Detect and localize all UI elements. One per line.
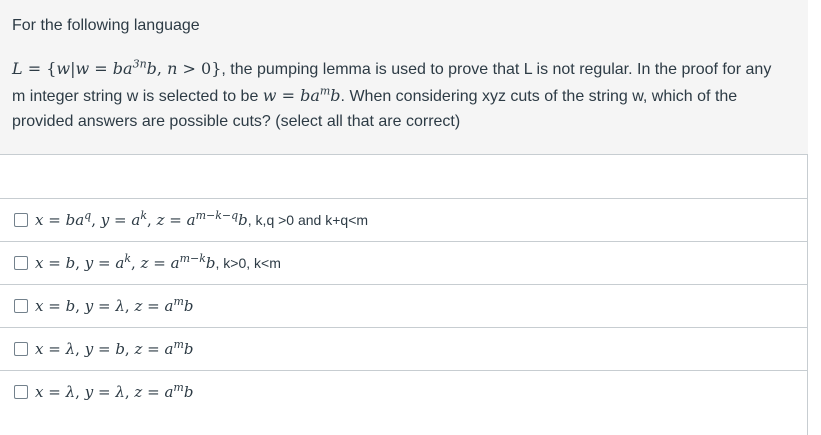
answer-option-2[interactable] [0, 241, 808, 284]
w-definition: $w = ba^mb$ [262, 84, 341, 105]
answer-option-3[interactable] [0, 284, 808, 327]
answer-checkbox-1[interactable] [14, 213, 28, 227]
answer-option-5[interactable] [0, 370, 808, 413]
language-definition: $L = \{w|w = ba^{3n}b$, n > 0} [12, 57, 222, 78]
answer-checkbox-3[interactable] [14, 299, 28, 313]
answer-tail-2: , k>0, k<m [215, 255, 281, 271]
answer-label-3: x = b, y = λ, $z = a^mb$ [35, 295, 194, 315]
answer-option-4[interactable] [0, 327, 808, 370]
answer-list [0, 198, 808, 413]
answer-tail-1: , k,q >0 and k+q<m [247, 212, 369, 228]
answer-checkbox-2[interactable] [14, 256, 28, 270]
answer-option-1[interactable] [0, 198, 808, 241]
question-text-part2: . When considering xyz cuts of the string w, which of the provided answers are possible cuts? (select all that are correct) [12, 87, 738, 130]
answer-label-2: x = b, $y = a^k$, $z = a^{m-k}b$, k>0, k<m [35, 252, 281, 272]
answer-label-1: $x = ba^q$, $y = a^k$, $z = a^{m-k-q}b$, k,q >0 and k+q<m [35, 209, 369, 229]
question-intro: For the following language [12, 17, 200, 34]
question-header [0, 0, 808, 155]
answer-label-4: x = λ, y = b, $z = a^mb$ [35, 338, 194, 358]
question-text [12, 56, 782, 135]
answer-label-5: x = λ, y = λ, $z = a^mb$ [35, 381, 194, 401]
question-text-part1: , the pumping lemma is used to prove that L is not regular. In the proof for any m integer string w is selected to be [12, 61, 772, 105]
answer-checkbox-4[interactable] [14, 342, 28, 356]
answer-checkbox-5[interactable] [14, 385, 28, 399]
